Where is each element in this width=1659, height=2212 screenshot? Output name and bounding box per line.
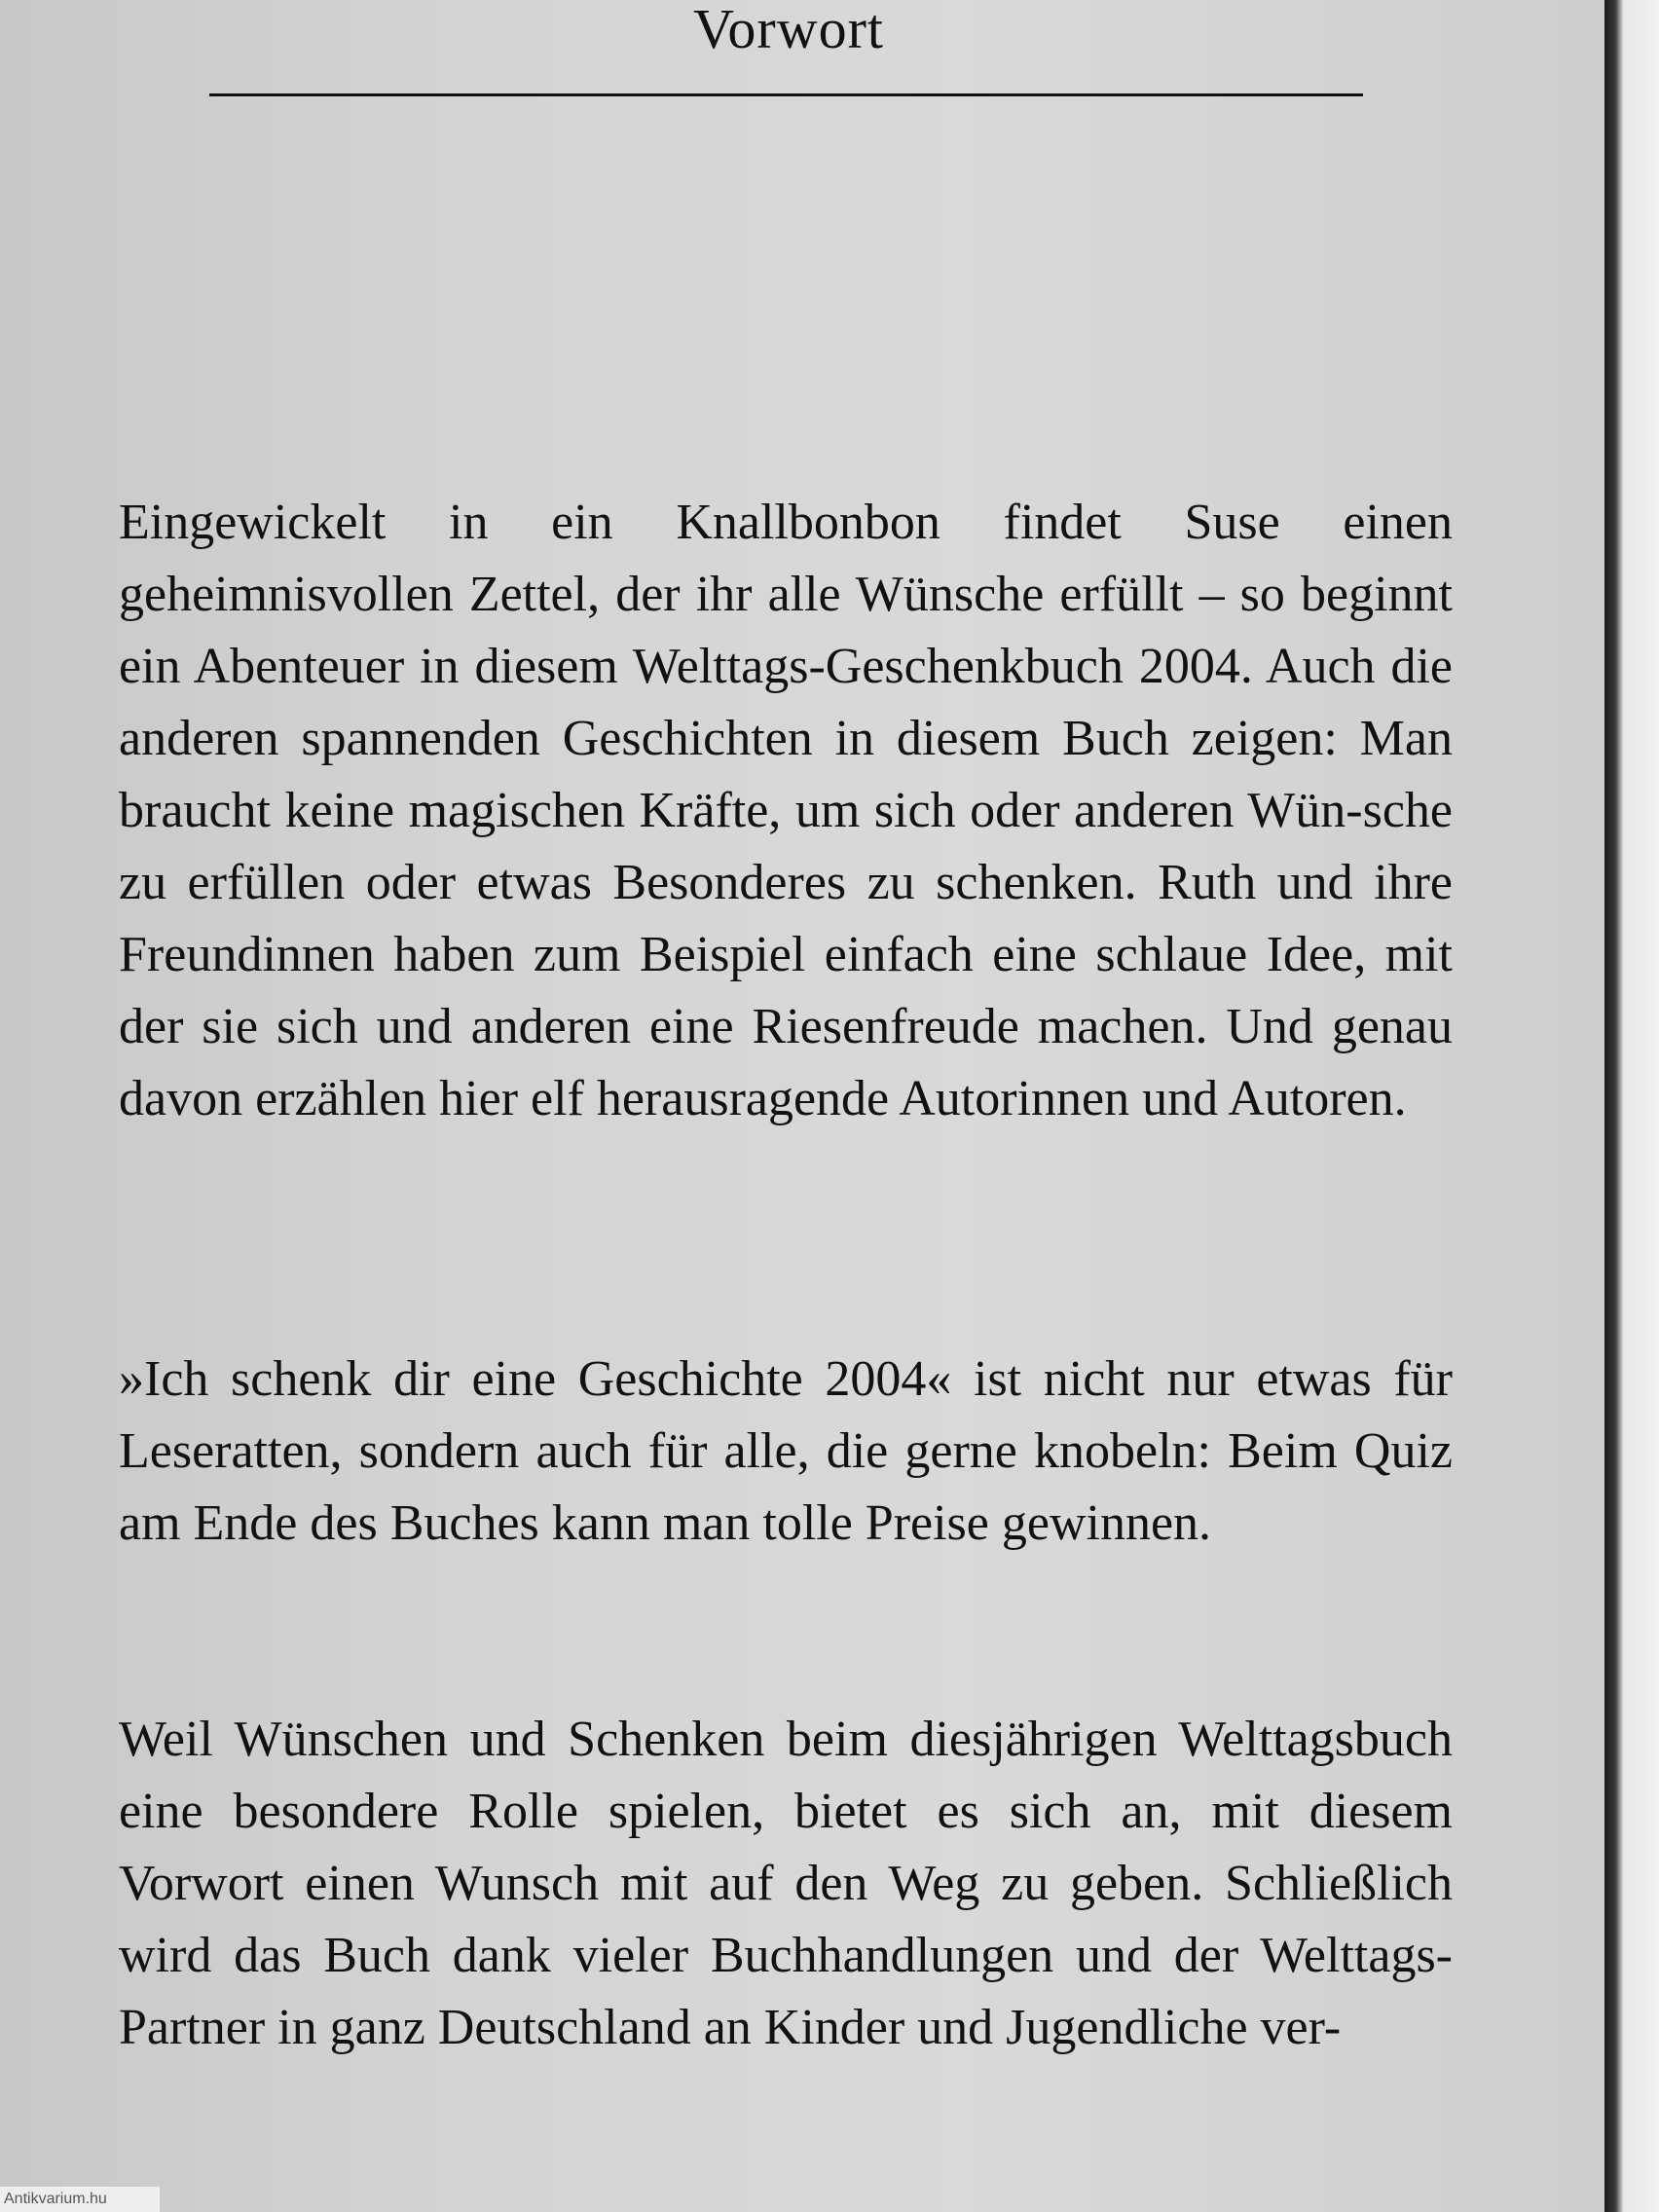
watermark: Antikvarium.hu — [0, 2187, 160, 2212]
page-edge — [1604, 0, 1659, 2212]
page-title: Vorwort — [692, 0, 885, 60]
paragraph-3: Weil Wünschen und Schenken beim diesjährigen Welttagsbuch eine besondere Rolle spielen, bietet es sich an, mit diesem Vorwort einen Wunsch mit auf den Weg zu geben. Schließlich wird das Buch dank vieler Buchhandlungen und der Welttags-Partner in ganz Deutschland an Kinder und Jugendliche ver- — [119, 1712, 1453, 2055]
paragraph-2: »Ich schenk dir eine Geschichte 2004« ist nicht nur etwas für Leseratten, sondern auch für alle, die gerne knobeln: Beim Quiz am Ende des Buches kann man tolle Preise gewinnen. — [119, 1351, 1453, 1551]
paragraph-1: Eingewickelt in ein Knallbonbon findet Suse einen geheimnisvollen Zettel, der ihr alle Wünsche erfüllt – so beginnt ein Abenteuer in diesem Welttags-Geschenkbuch 2004. Auch die anderen spannenden Geschichten in diesem Buch zeigen: Man braucht keine magischen Kräfte, um sich oder anderen Wün-sche zu erfüllen oder etwas Besonderes zu schenken. Ruth und ihre Freundinnen haben zum Beispiel einfach eine schlaue Idee, mit der sie sich und anderen eine Riesenfreude machen. Und genau davon erzählen hier elf herausragende Autorinnen und Autoren. — [119, 495, 1453, 1126]
title-rule — [209, 93, 1363, 96]
